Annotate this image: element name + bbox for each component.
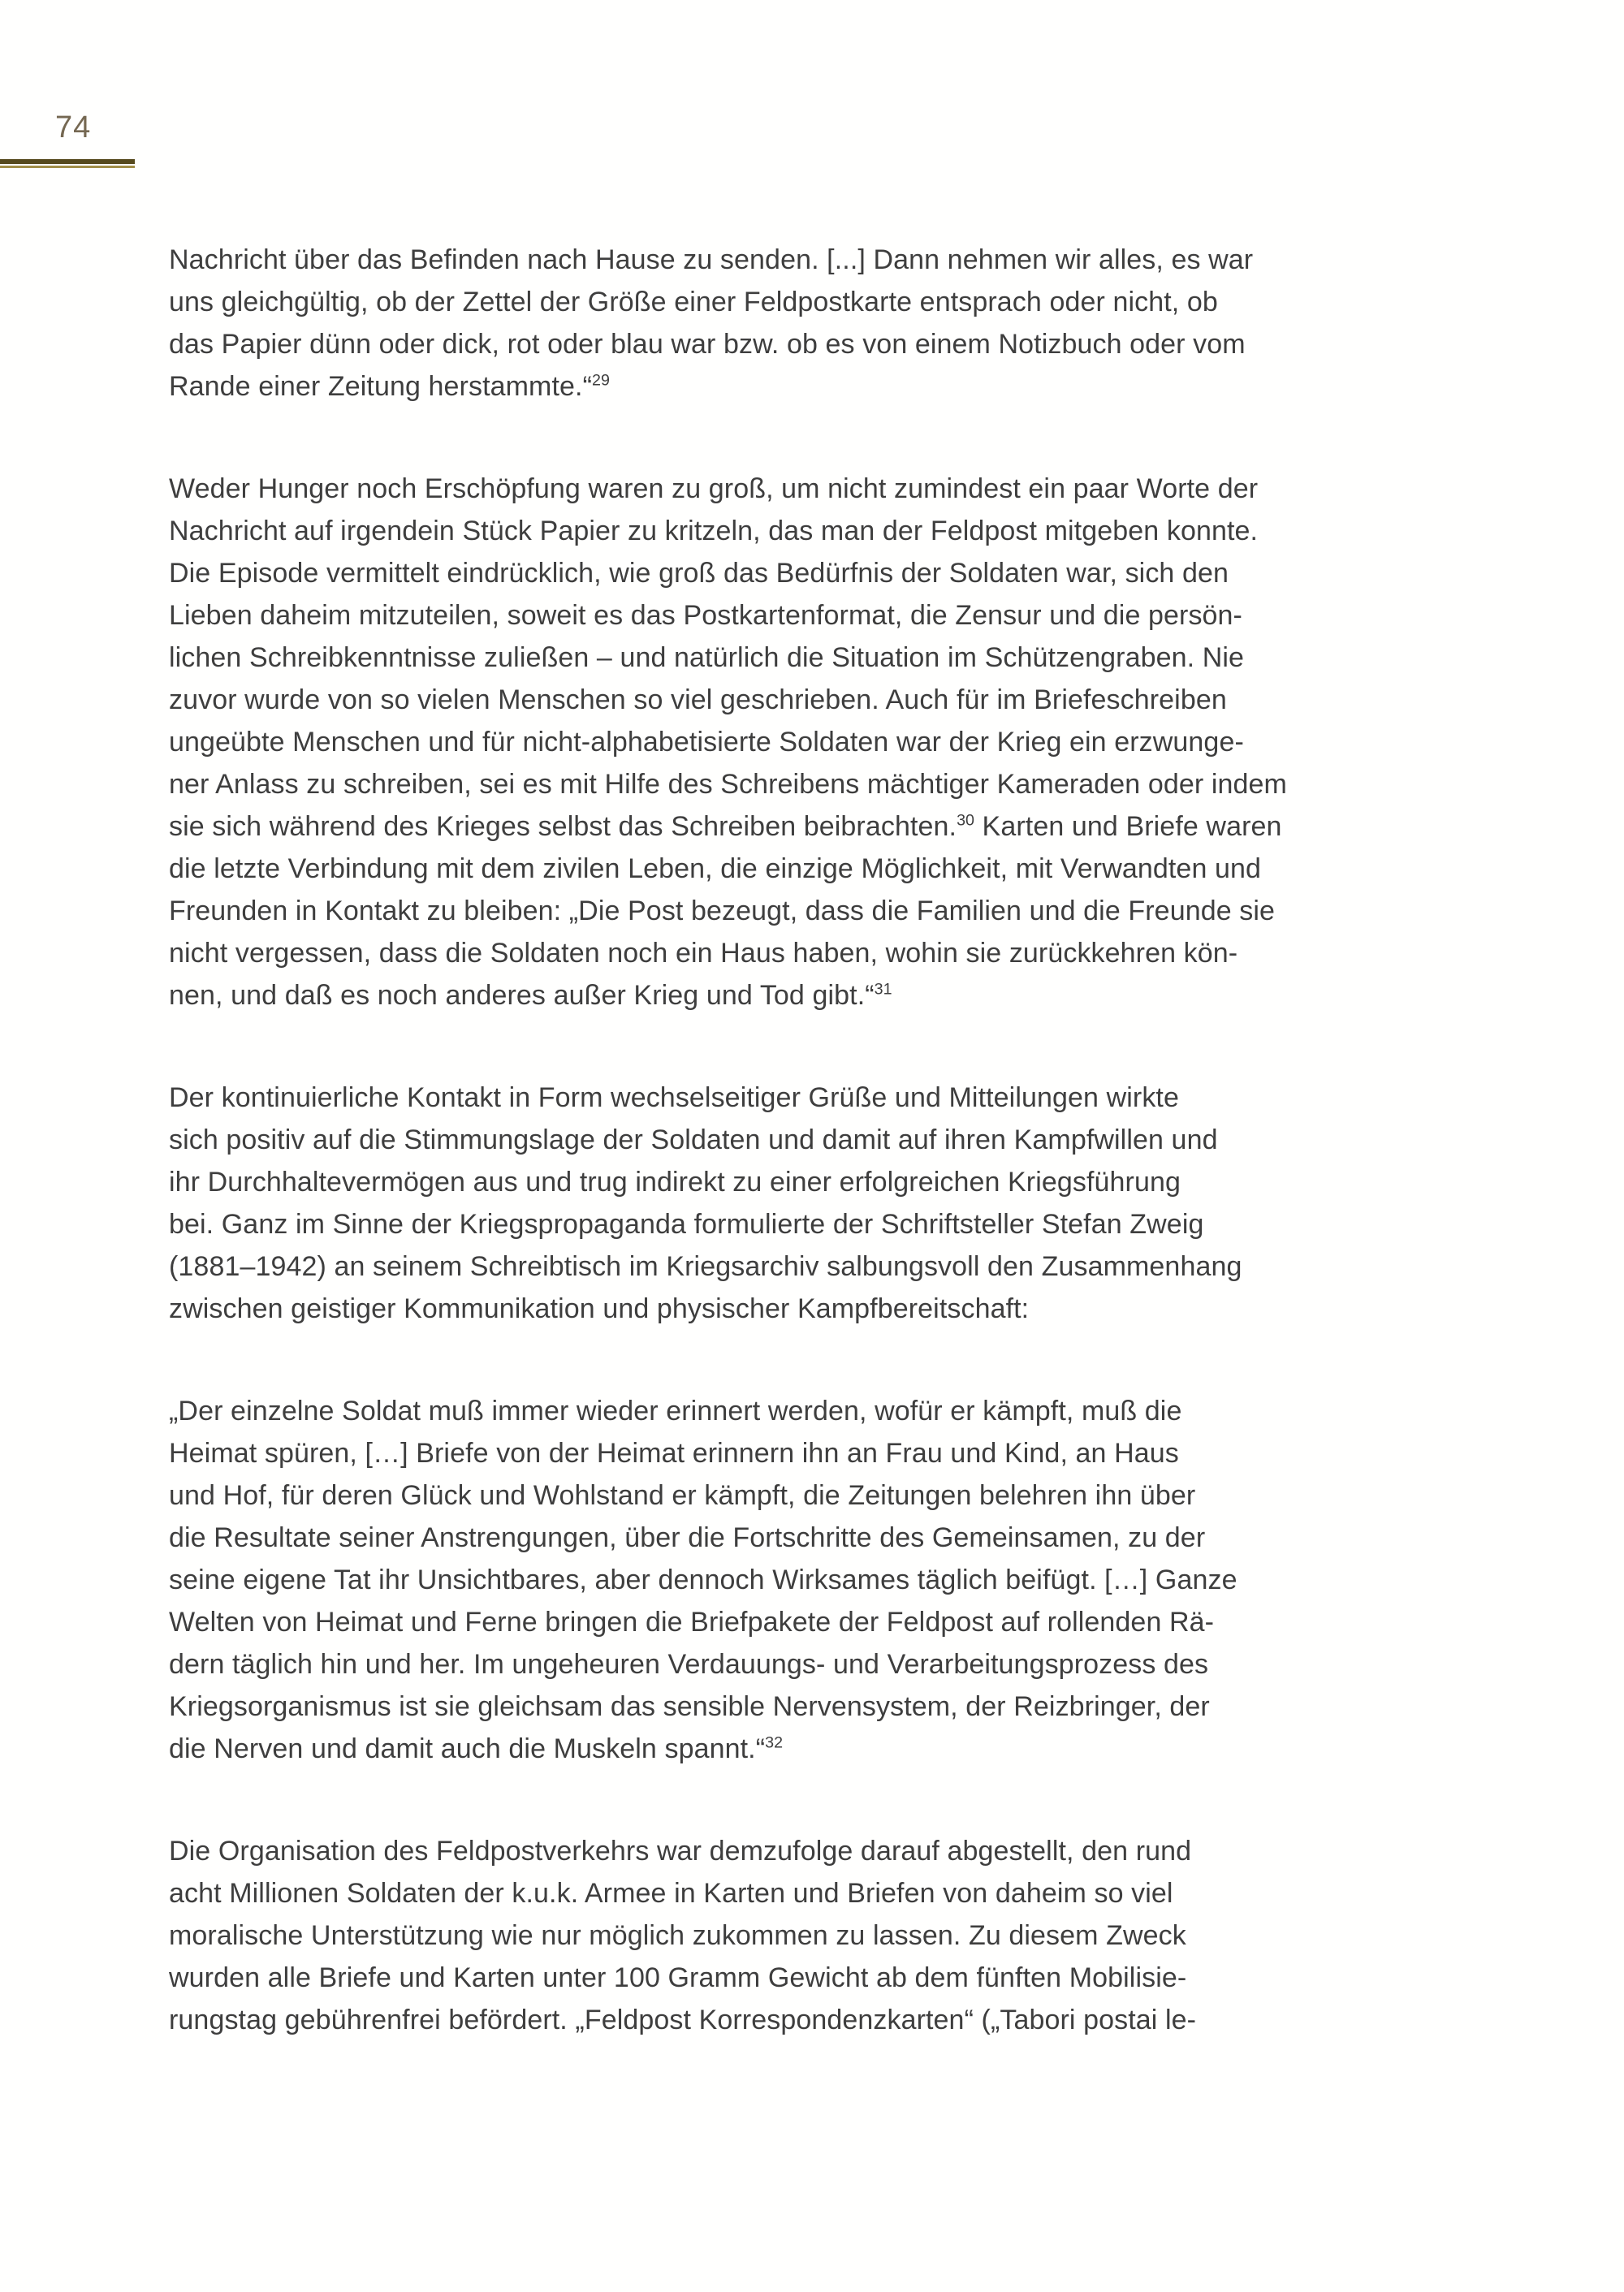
footnote-ref: 32	[765, 1733, 784, 1752]
body-text	[169, 239, 1501, 2041]
text-line: Die Organisation des Feldpostverkehrs war demzufolge darauf abgestellt, den rund	[169, 1836, 1192, 1867]
header-rule	[0, 159, 135, 168]
text-line: Heimat spüren, […] Briefe von der Heimat erinnern ihn an Frau und Kind, an Haus	[169, 1438, 1179, 1469]
text-line: und Hof, für deren Glück und Wohlstand er kämpft, die Zeitungen belehren ihn über	[169, 1480, 1196, 1511]
text-line: (1881–1942) an seinem Schreibtisch im Kriegsarchiv salbungsvoll den Zusammenhang	[169, 1251, 1242, 1282]
text-line: das Papier dünn oder dick, rot oder blau war bzw. ob es von einem Notizbuch oder vom	[169, 329, 1246, 360]
text-line: ihr Durchhaltevermögen aus und trug indirekt zu einer erfolgreichen Kriegsführung	[169, 1167, 1181, 1198]
footnote-ref: 31	[874, 980, 892, 999]
text-line: sich positiv auf die Stimmungslage der Soldaten und damit auf ihren Kampfwillen und	[169, 1124, 1218, 1155]
text-line: „Der einzelne Soldat muß immer wieder erinnert werden, wofür er kämpft, muß die	[169, 1396, 1182, 1427]
text-line: Weder Hunger noch Erschöpfung waren zu groß, um nicht zumindest ein paar Worte der	[169, 473, 1259, 504]
text-line: lichen Schreibkenntnisse zuließen – und natürlich die Situation im Schützengraben. Nie	[169, 642, 1245, 673]
text-line: acht Millionen Soldaten der k.u.k. Armee in Karten und Briefen von daheim so viel	[169, 1878, 1173, 1909]
text-line: Kriegsorganismus ist sie gleichsam das sensible Nervensystem, der Reizbringer, der	[169, 1691, 1210, 1722]
paragraph	[169, 1077, 1501, 1330]
text-line: Rande einer Zeitung herstammte.“$^{29}$	[169, 371, 610, 402]
text-line: seine eigene Tat ihr Unsichtbares, aber dennoch Wirksames täglich beifügt. […] Ganze	[169, 1565, 1237, 1595]
text-line: nen, und daß es noch anderes außer Krieg und Tod gibt.“$^{31}$	[169, 980, 892, 1011]
paragraph	[169, 1830, 1501, 2041]
text-line: uns gleichgültig, ob der Zettel der Größe einer Feldpostkarte entsprach oder nicht, ob	[169, 287, 1218, 317]
text-line: rungstag gebührenfrei befördert. „Feldpost Korrespondenzkarten“ („Tabori postai le-	[169, 2005, 1197, 2035]
paragraph	[169, 1390, 1501, 1770]
footnote-ref: 30	[957, 811, 975, 830]
text-line: zuvor wurde von so vielen Menschen so viel geschrieben. Auch für im Briefeschreiben	[169, 684, 1227, 715]
text-line: Welten von Heimat und Ferne bringen die Briefpakete der Feldpost auf rollenden Rä-	[169, 1607, 1215, 1638]
text-line: Nachricht auf irgendein Stück Papier zu kritzeln, das man der Feldpost mitgeben konnte.	[169, 516, 1259, 546]
text-line: moralische Unterstützung wie nur möglich zukommen zu lassen. Zu diesem Zweck	[169, 1920, 1186, 1951]
text-line: bei. Ganz im Sinne der Kriegspropaganda formulierte der Schriftsteller Stefan Zweig	[169, 1209, 1204, 1240]
text-line: dern täglich hin und her. Im ungeheuren Verdauungs- und Verarbeitungsprozess des	[169, 1649, 1209, 1680]
page-number: 74	[55, 110, 92, 145]
text-line: ner Anlass zu schreiben, sei es mit Hilfe des Schreibens mächtiger Kameraden oder indem	[169, 769, 1287, 800]
text-line: die Resultate seiner Anstrengungen, über die Fortschritte des Gemeinsamen, zu der	[169, 1522, 1206, 1553]
text-line: sie sich während des Krieges selbst das Schreiben beibrachten.$^{30}$ Karten und Briefe waren	[169, 811, 1282, 842]
paragraph	[169, 239, 1501, 408]
text-line: die letzte Verbindung mit dem zivilen Leben, die einzige Möglichkeit, mit Verwandten und	[169, 853, 1262, 884]
paragraph	[169, 468, 1501, 1017]
text-line: Die Episode vermittelt eindrücklich, wie groß das Bedürfnis der Soldaten war, sich den	[169, 558, 1229, 589]
text-line: Nachricht über das Befinden nach Hause zu senden. [...] Dann nehmen wir alles, es war	[169, 244, 1254, 275]
text-line: ungeübte Menschen und für nicht-alphabetisierte Soldaten war der Krieg ein erzwunge-	[169, 727, 1244, 758]
text-line: wurden alle Briefe und Karten unter 100 Gramm Gewicht ab dem fünften Mobilisie-	[169, 1962, 1187, 1993]
text-line: Freunden in Kontakt zu bleiben: „Die Post bezeugt, dass die Familien und die Freunde sie	[169, 896, 1276, 926]
text-line: nicht vergessen, dass die Soldaten noch ein Haus haben, wohin sie zurückkehren kön-	[169, 938, 1238, 969]
text-line: Der kontinuierliche Kontakt in Form wechselseitiger Grüße und Mitteilungen wirkte	[169, 1082, 1179, 1113]
header-rule-gold-band	[0, 166, 135, 168]
footnote-ref: 29	[592, 371, 610, 390]
text-line: zwischen geistiger Kommunikation und physischer Kampfbereitschaft:	[169, 1293, 1030, 1324]
text-line: Lieben daheim mitzuteilen, soweit es das Postkartenformat, die Zensur und die persön-	[169, 600, 1242, 631]
text-line: die Nerven und damit auch die Muskeln spannt.“$^{32}$	[169, 1733, 784, 1764]
